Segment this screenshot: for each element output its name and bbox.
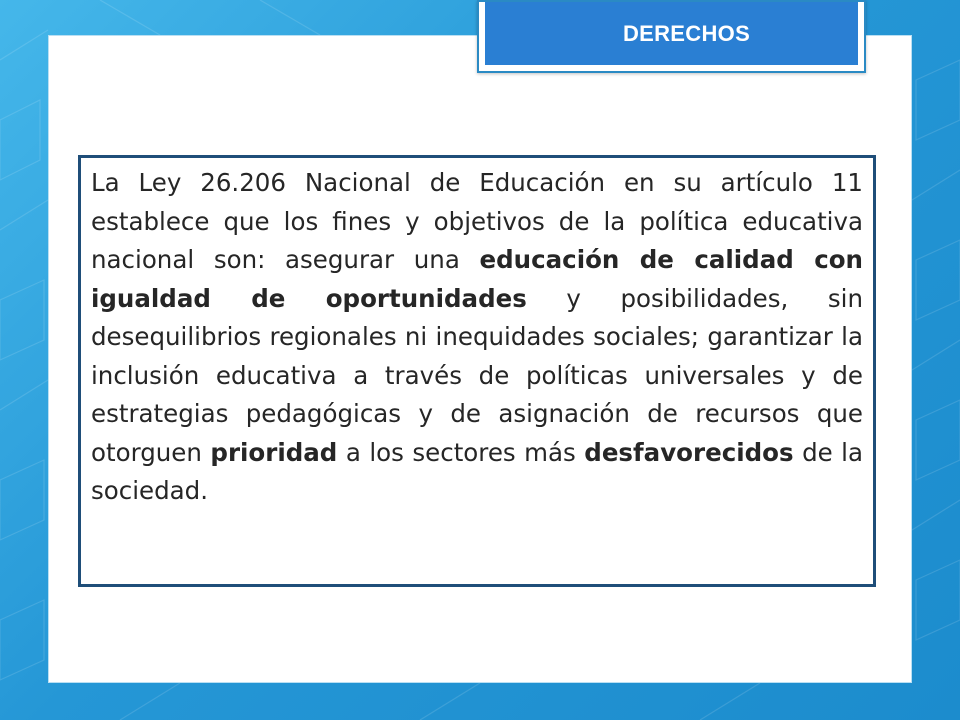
section-title-tab — [477, 0, 866, 73]
section-title-fill — [485, 2, 858, 65]
paragraph-text-4: de la sociedad. — [91, 437, 864, 505]
emphasis-prioridad: prioridad — [210, 437, 338, 467]
section-title: DERECHOS — [622, 20, 751, 46]
paragraph-text-2: y posibilidades, sin desequilibrios regionales ni inequidades sociales; garantizar la inclusión educativa a través de políticas universales y de estrategias pedagógicas y de asignación de recursos que otorguen — [91, 283, 863, 467]
paragraph-text-1: La Ley 26.206 Nacional de Educación en su artículo 11 establece que los fines y objetivos de la política educativa nacional son: asegurar una — [91, 168, 863, 274]
emphasis-desfavorecidos: desfavorecidos — [584, 437, 794, 467]
content-box — [78, 155, 876, 587]
emphasis-calidad: educación de calidad con igualdad de oportunidades — [91, 245, 863, 313]
paragraph-text-3: a los sectores más — [337, 437, 585, 467]
content-paragraph — [91, 164, 863, 511]
